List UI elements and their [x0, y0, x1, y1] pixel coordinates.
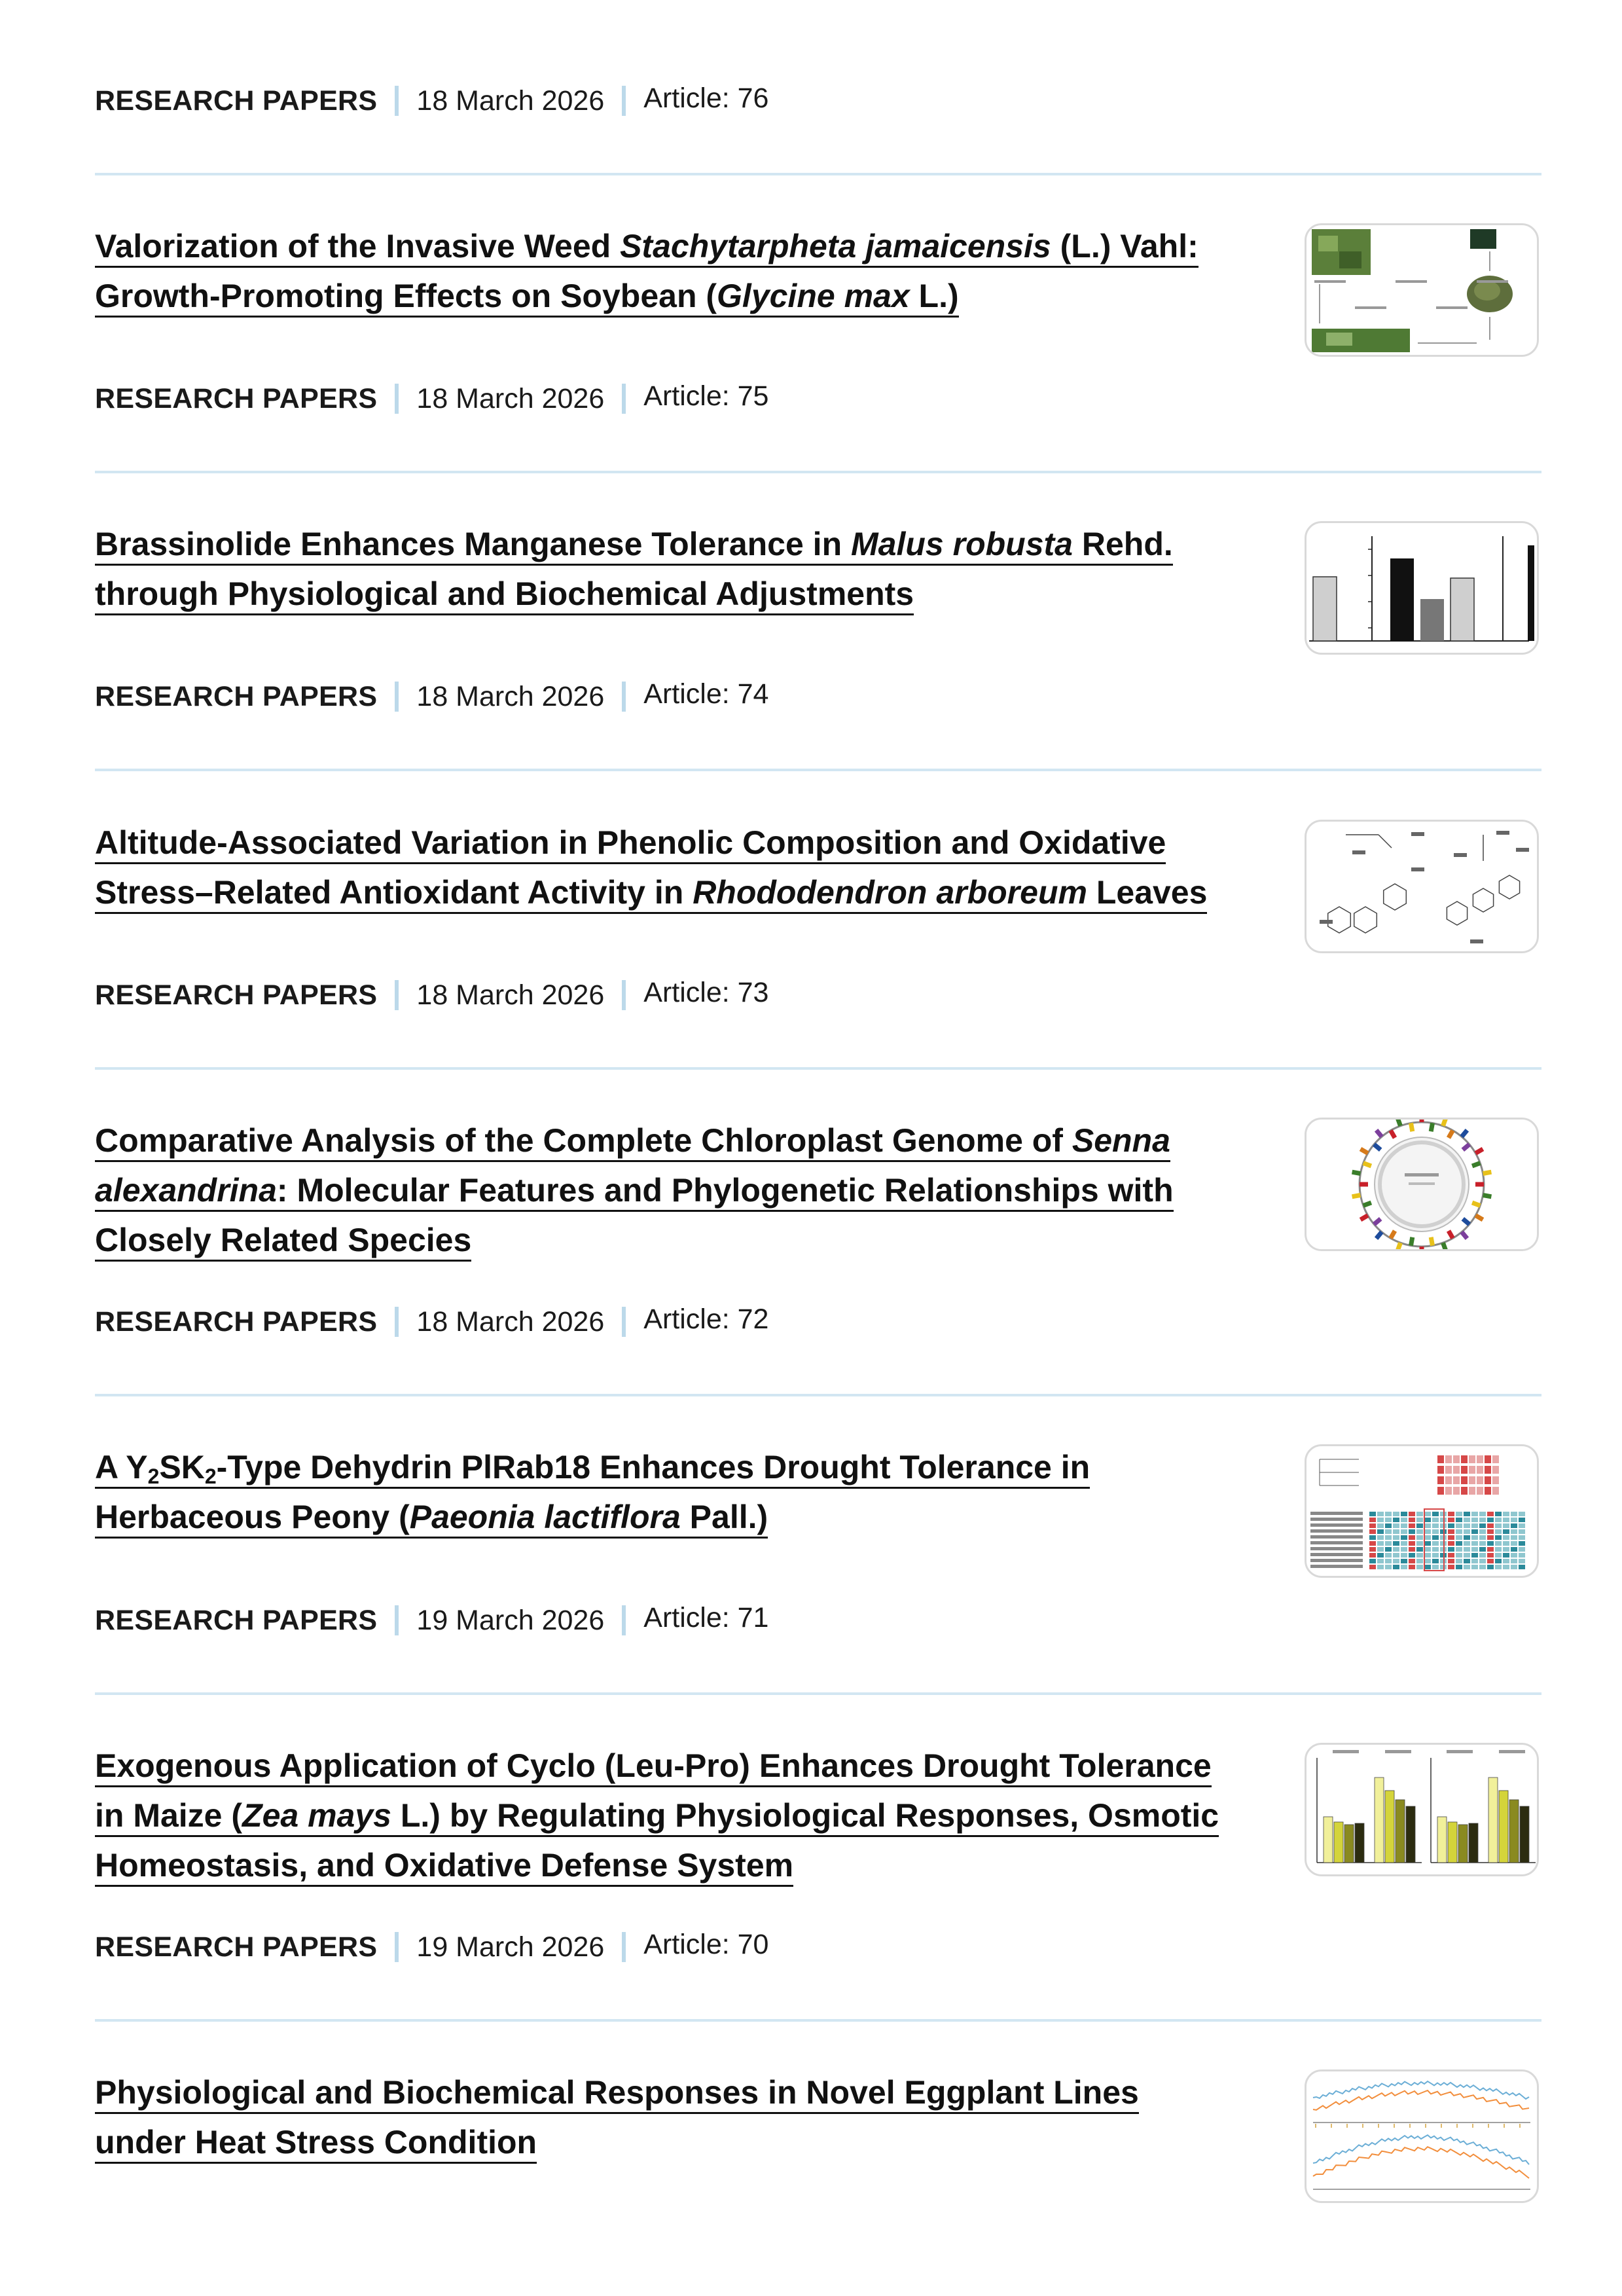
divider: [95, 2019, 1541, 2022]
grouped-bar-figure: [1307, 1745, 1537, 1874]
title-text: [95, 228, 1198, 268]
publish-date: 18 March 2026: [416, 85, 605, 117]
title-italic: Glycine max: [717, 278, 910, 314]
meta-separator: [395, 980, 399, 1010]
article-title-link[interactable]: [95, 1116, 1247, 1265]
title-text: [95, 1847, 793, 1887]
publish-date: 18 March 2026: [416, 979, 605, 1011]
process-flow-figure: [1307, 225, 1537, 355]
title-italic: alexandrina: [95, 1172, 277, 1209]
title-line: [95, 1116, 1247, 1165]
article-number: Article: 71: [643, 1602, 769, 1633]
category-link[interactable]: RESEARCH PAPERS: [95, 979, 378, 1011]
title-segment: Pall.): [680, 1499, 768, 1535]
title-segment: : Molecular Features and Phylogenetic Relationships with: [276, 1172, 1174, 1209]
title-text: [95, 1797, 1219, 1837]
article-number: Article: 70: [643, 1929, 769, 1960]
publish-date: 18 March 2026: [416, 681, 605, 712]
title-italic: Zea mays: [242, 1797, 391, 1834]
divider: [95, 1067, 1541, 1070]
article-title-link[interactable]: [95, 1741, 1247, 1890]
title-segment: L.): [909, 278, 959, 314]
article-title-link[interactable]: [95, 818, 1247, 917]
title-segment: Stress–Related Antioxidant Activity in: [95, 874, 693, 911]
article-meta: [95, 680, 768, 714]
meta-separator: [395, 682, 399, 712]
title-line: [95, 2117, 1247, 2167]
title-text: [95, 1172, 1174, 1212]
title-line: [95, 569, 1247, 619]
publish-date: 19 March 2026: [416, 1931, 605, 1963]
article-thumbnail[interactable]: [1305, 1743, 1539, 1876]
meta-separator: [622, 980, 626, 1010]
meta-separator: [622, 1307, 626, 1337]
meta-separator: [395, 384, 399, 414]
divider: [95, 471, 1541, 473]
title-segment: Comparative Analysis of the Complete Chloroplast Genome of: [95, 1122, 1072, 1159]
title-segment: Altitude-Associated Variation in Phenolic Composition and Oxidative: [95, 824, 1166, 861]
meta-separator: [622, 1605, 626, 1635]
title-line: [95, 818, 1247, 867]
title-text: [95, 2074, 1139, 2114]
title-line: [95, 2068, 1247, 2117]
chemical-structures-figure: [1307, 822, 1537, 951]
category-link[interactable]: RESEARCH PAPERS: [95, 1931, 378, 1963]
title-segment: Growth-Promoting Effects on Soybean (: [95, 278, 717, 314]
genome-map-figure: [1307, 1120, 1537, 1249]
article-thumbnail[interactable]: [1305, 521, 1539, 655]
meta-separator: [395, 1307, 399, 1337]
article-number: Article: 73: [643, 977, 769, 1008]
category-link[interactable]: RESEARCH PAPERS: [95, 1306, 378, 1338]
category-link[interactable]: RESEARCH PAPERS: [95, 85, 378, 117]
title-segment: Brassinolide Enhances Manganese Tolerance in: [95, 526, 852, 562]
title-line: [95, 1791, 1247, 1840]
title-italic: Paeonia lactiflora: [409, 1499, 681, 1535]
title-segment: -Type Dehydrin PlRab18 Enhances Drought Tolerance in: [216, 1449, 1090, 1485]
title-segment: A Y: [95, 1449, 148, 1485]
title-segment: Physiological and Biochemical Responses in Novel Eggplant Lines: [95, 2074, 1139, 2111]
title-italic: Rhododendron arboreum: [693, 874, 1087, 911]
article-title-link[interactable]: [95, 1442, 1247, 1542]
title-segment: Valorization of the Invasive Weed: [95, 228, 621, 264]
article-thumbnail[interactable]: [1305, 2069, 1539, 2203]
article-thumbnail[interactable]: [1305, 1444, 1539, 1578]
article-title-link[interactable]: [95, 2068, 1247, 2167]
meta-separator: [622, 682, 626, 712]
article-meta: [95, 1930, 768, 1964]
title-text: [95, 1449, 1090, 1489]
meta-separator: [395, 1932, 399, 1962]
divider: [95, 173, 1541, 175]
title-text: [95, 575, 914, 615]
title-line: [95, 1741, 1247, 1791]
title-subscript: 2: [204, 1465, 217, 1488]
title-italic: Stachytarpheta jamaicensis: [620, 228, 1051, 264]
sequence-alignment-figure: [1307, 1446, 1537, 1576]
meta-separator: [622, 86, 626, 116]
title-segment: in Maize (: [95, 1797, 243, 1834]
article-thumbnail[interactable]: [1305, 223, 1539, 357]
title-text: [95, 278, 959, 318]
article-title-link[interactable]: [95, 519, 1247, 619]
title-line: [95, 1165, 1247, 1215]
article-meta: [95, 978, 768, 1012]
divider: [95, 1692, 1541, 1695]
title-segment: through Physiological and Biochemical Adjustments: [95, 575, 914, 612]
category-link[interactable]: RESEARCH PAPERS: [95, 383, 378, 414]
title-text: [95, 1122, 1170, 1162]
title-text: [95, 526, 1173, 566]
publish-date: 18 March 2026: [416, 383, 605, 414]
meta-separator: [622, 1932, 626, 1962]
meta-separator: [395, 1605, 399, 1635]
title-text: [95, 1222, 471, 1262]
title-italic: Malus robusta: [851, 526, 1073, 562]
line-plot-figure: [1307, 2071, 1537, 2201]
title-segment: (L.) Vahl:: [1051, 228, 1198, 264]
meta-separator: [622, 384, 626, 414]
title-segment: Leaves: [1087, 874, 1208, 911]
title-text: [95, 1747, 1212, 1787]
meta-separator: [395, 86, 399, 116]
bar-chart-figure: [1307, 523, 1537, 653]
publish-date: 18 March 2026: [416, 1306, 605, 1338]
title-segment: SK: [159, 1449, 205, 1485]
publish-date: 19 March 2026: [416, 1605, 605, 1636]
divider: [95, 769, 1541, 771]
title-line: [95, 1492, 1247, 1542]
title-segment: L.) by Regulating Physiological Responses, Osmotic: [391, 1797, 1219, 1834]
title-segment: Homeostasis, and Oxidative Defense System: [95, 1847, 794, 1884]
title-segment: Closely Related Species: [95, 1222, 472, 1258]
title-line: [95, 271, 1247, 321]
title-segment: Rehd.: [1072, 526, 1173, 562]
article-thumbnail[interactable]: [1305, 820, 1539, 953]
title-line: [95, 519, 1247, 569]
title-line: [95, 221, 1247, 271]
title-text: [95, 824, 1166, 864]
title-subscript: 2: [147, 1465, 160, 1488]
article-meta: [95, 1603, 768, 1637]
title-segment: Exogenous Application of Cyclo (Leu-Pro) Enhances Drought Tolerance: [95, 1747, 1212, 1784]
article-number: Article: 75: [643, 380, 769, 412]
article-number: Article: 76: [643, 82, 769, 114]
article-title-link[interactable]: [95, 221, 1247, 321]
title-text: [95, 2124, 537, 2164]
title-italic: Senna: [1072, 1122, 1170, 1159]
divider: [95, 1394, 1541, 1396]
title-line: [95, 867, 1247, 917]
article-thumbnail[interactable]: [1305, 1118, 1539, 1251]
category-link[interactable]: RESEARCH PAPERS: [95, 681, 378, 712]
article-meta: [95, 382, 768, 416]
category-link[interactable]: RESEARCH PAPERS: [95, 1605, 378, 1636]
title-segment: under Heat Stress Condition: [95, 2124, 537, 2160]
article-number: Article: 74: [643, 678, 769, 710]
title-line: [95, 1442, 1247, 1492]
title-text: [95, 874, 1207, 914]
title-line: [95, 1840, 1247, 1890]
article-meta: [95, 84, 768, 118]
title-segment: Herbaceous Peony (: [95, 1499, 410, 1535]
article-number: Article: 72: [643, 1303, 769, 1335]
article-meta: [95, 1305, 768, 1339]
title-text: [95, 1499, 768, 1539]
title-line: [95, 1215, 1247, 1265]
